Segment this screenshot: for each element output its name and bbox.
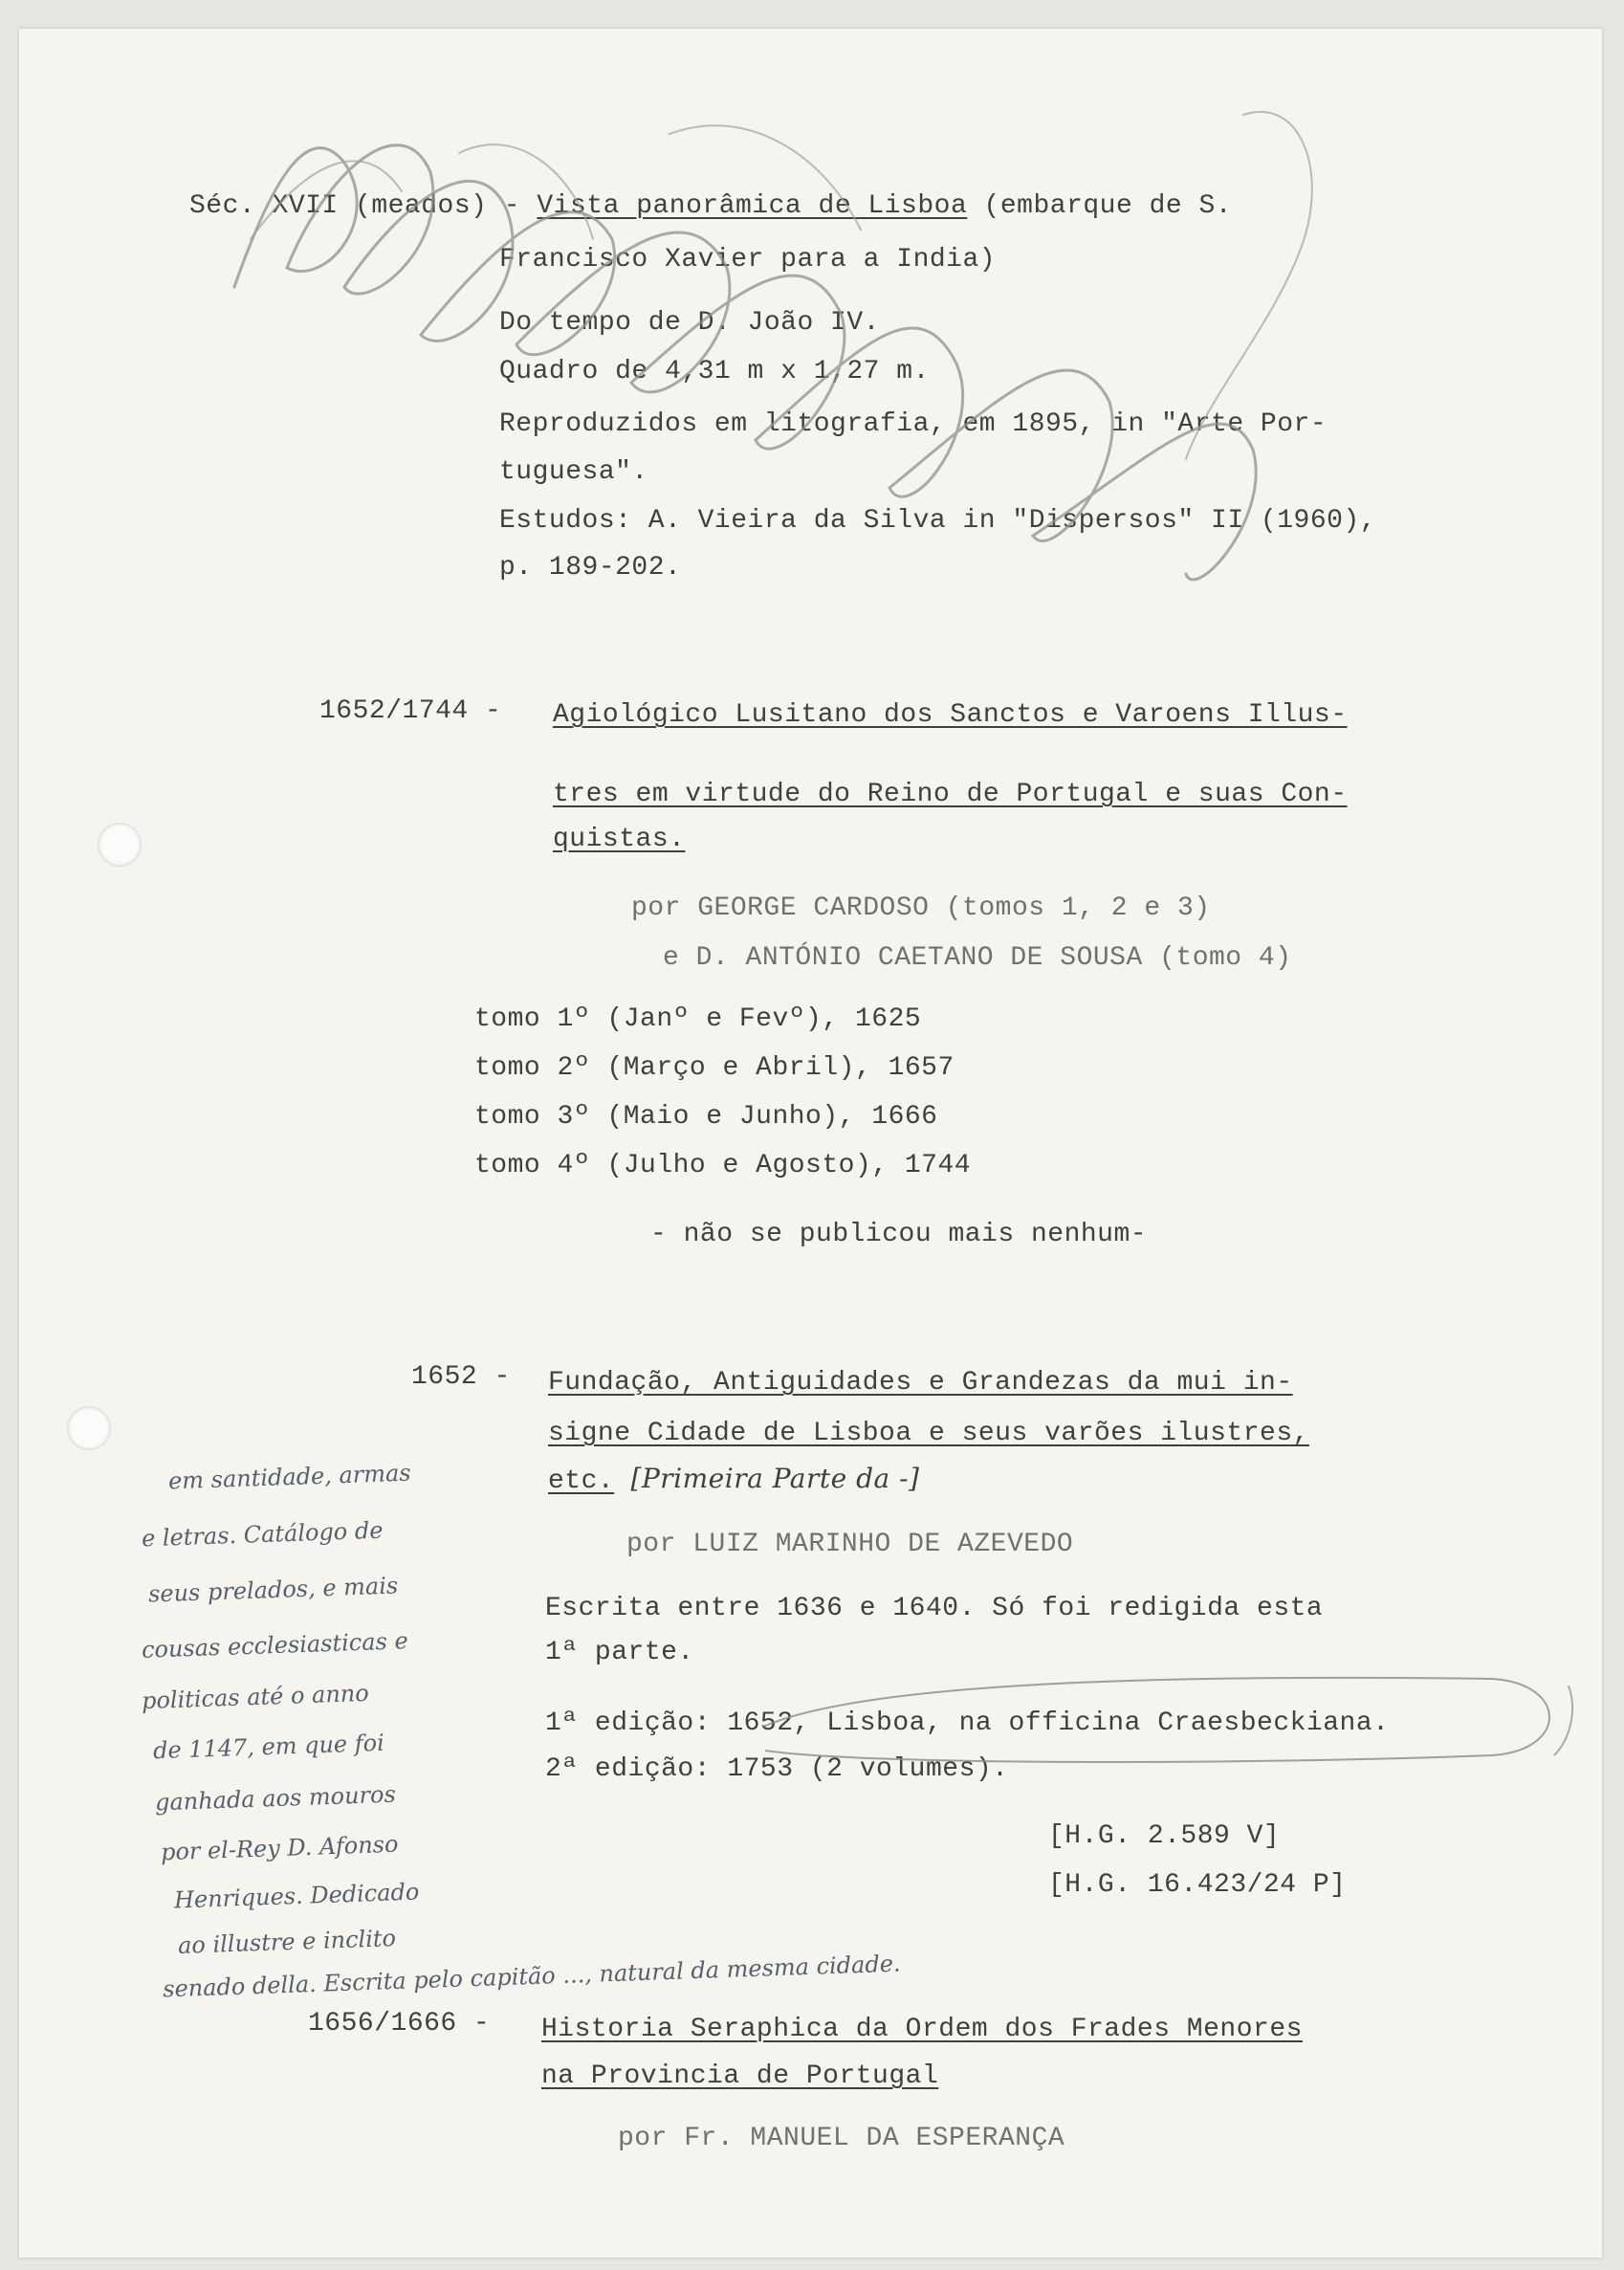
- margin-note-line: de 1147, em que foi: [152, 1729, 385, 1765]
- margin-note-line: seus prelados, e mais: [147, 1572, 399, 1608]
- entry2-author-line1: por GEORGE CARDOSO (tomos 1, 2 e 3): [631, 893, 1211, 923]
- entry2-volume: tomo 3º (Maio e Junho), 1666: [474, 1102, 938, 1132]
- entry2-volume: tomo 2º (Março e Abril), 1657: [474, 1053, 955, 1083]
- entry1-title-rest: (embarque de S.: [967, 191, 1233, 221]
- entry3-line: Escrita entre 1636 e 1640. Só foi redigida esta: [545, 1594, 1324, 1623]
- entry1-heading: [189, 191, 1232, 222]
- entry4-title-line1: Historia Seraphica da Ordem dos Frades Menores: [541, 2015, 1303, 2044]
- punch-hole: [98, 823, 142, 867]
- margin-note-line: ao illustre e inclito: [177, 1925, 397, 1959]
- entry3-title-line1: Fundação, Antiguidades e Grandezas da mui in-: [548, 1368, 1293, 1398]
- margin-note-line: em santidade, armas: [167, 1459, 412, 1495]
- margin-note-line: e letras. Catálogo de: [141, 1516, 384, 1553]
- entry1-date: Séc. XVII (meados) -: [189, 191, 521, 221]
- entry1-line: Reproduzidos em litografia, em 1895, in "Arte Por-: [499, 409, 1328, 439]
- shelfmark: [H.G. 16.423/24 P]: [1048, 1870, 1347, 1900]
- entry2-note: - não se publicou mais nenhum-: [650, 1220, 1148, 1249]
- shelfmark: [H.G. 2.589 V]: [1048, 1821, 1281, 1851]
- entry1-line: Estudos: A. Vieira da Silva in "Dispersos" II (1960),: [499, 506, 1377, 536]
- entry3-title-line3-row: [548, 1464, 919, 1497]
- entry4-date: 1656/1666 -: [308, 2009, 491, 2039]
- entry3-title-line2: signe Cidade de Lisboa e seus varões ilustres,: [548, 1419, 1309, 1448]
- entry2-title-line2: tres em virtude do Reino de Portugal e suas Con-: [553, 780, 1348, 809]
- entry3-title-line3: etc.: [548, 1466, 615, 1496]
- punch-hole: [67, 1406, 111, 1450]
- entry2-date: 1652/1744 -: [319, 696, 502, 726]
- entry3-date: 1652 -: [411, 1362, 511, 1392]
- entry4-author: por Fr. MANUEL DA ESPERANÇA: [618, 2124, 1065, 2153]
- entry1-title: Vista panorâmica de Lisboa: [537, 191, 968, 221]
- entry1-line: Quadro de 4,31 m x 1,27 m.: [499, 357, 930, 386]
- margin-note-line: ganhada aos mouros: [154, 1780, 397, 1817]
- margin-note-line: Henriques. Dedicado: [173, 1878, 420, 1914]
- entry3-author: por LUIZ MARINHO DE AZEVEDO: [626, 1530, 1074, 1559]
- margin-note-line: cousas ecclesiasticas e: [141, 1627, 409, 1664]
- entry4-title-line2: na Provincia de Portugal: [541, 2061, 939, 2091]
- margin-note-line: politicas até o anno: [141, 1679, 370, 1715]
- entry1-line: tuguesa".: [499, 457, 648, 487]
- entry2-title-line3: quistas.: [553, 825, 686, 854]
- entry2-volume: tomo 4º (Julho e Agosto), 1744: [474, 1151, 972, 1180]
- entry2-volume: tomo 1º (Janº e Fevº), 1625: [474, 1004, 922, 1034]
- entry3-line: 1ª parte.: [545, 1638, 694, 1667]
- entry3-bracket-note: [Primeira Parte da -]: [630, 1463, 920, 1494]
- margin-note-line: senado della. Escrita pelo capitão ..., natural da mesma cidade.: [162, 1950, 901, 2003]
- entry2-author-line2: e D. ANTÓNIO CAETANO DE SOUSA (tomo 4): [663, 943, 1292, 973]
- entry1-line: Do tempo de D. João IV.: [499, 308, 880, 338]
- entry1-line: p. 189-202.: [499, 553, 682, 583]
- entry3-line: 1ª edição: 1652, Lisboa, na officina Craesbeckiana.: [545, 1708, 1390, 1738]
- entry2-title-line1: Agiológico Lusitano dos Sanctos e Varoens Illus-: [553, 700, 1348, 730]
- margin-note-line: por el-Rey D. Afonso: [160, 1830, 399, 1866]
- entry3-line: 2ª edição: 1753 (2 volumes).: [545, 1754, 1009, 1784]
- entry1-title-line2: Francisco Xavier para a India): [499, 245, 997, 275]
